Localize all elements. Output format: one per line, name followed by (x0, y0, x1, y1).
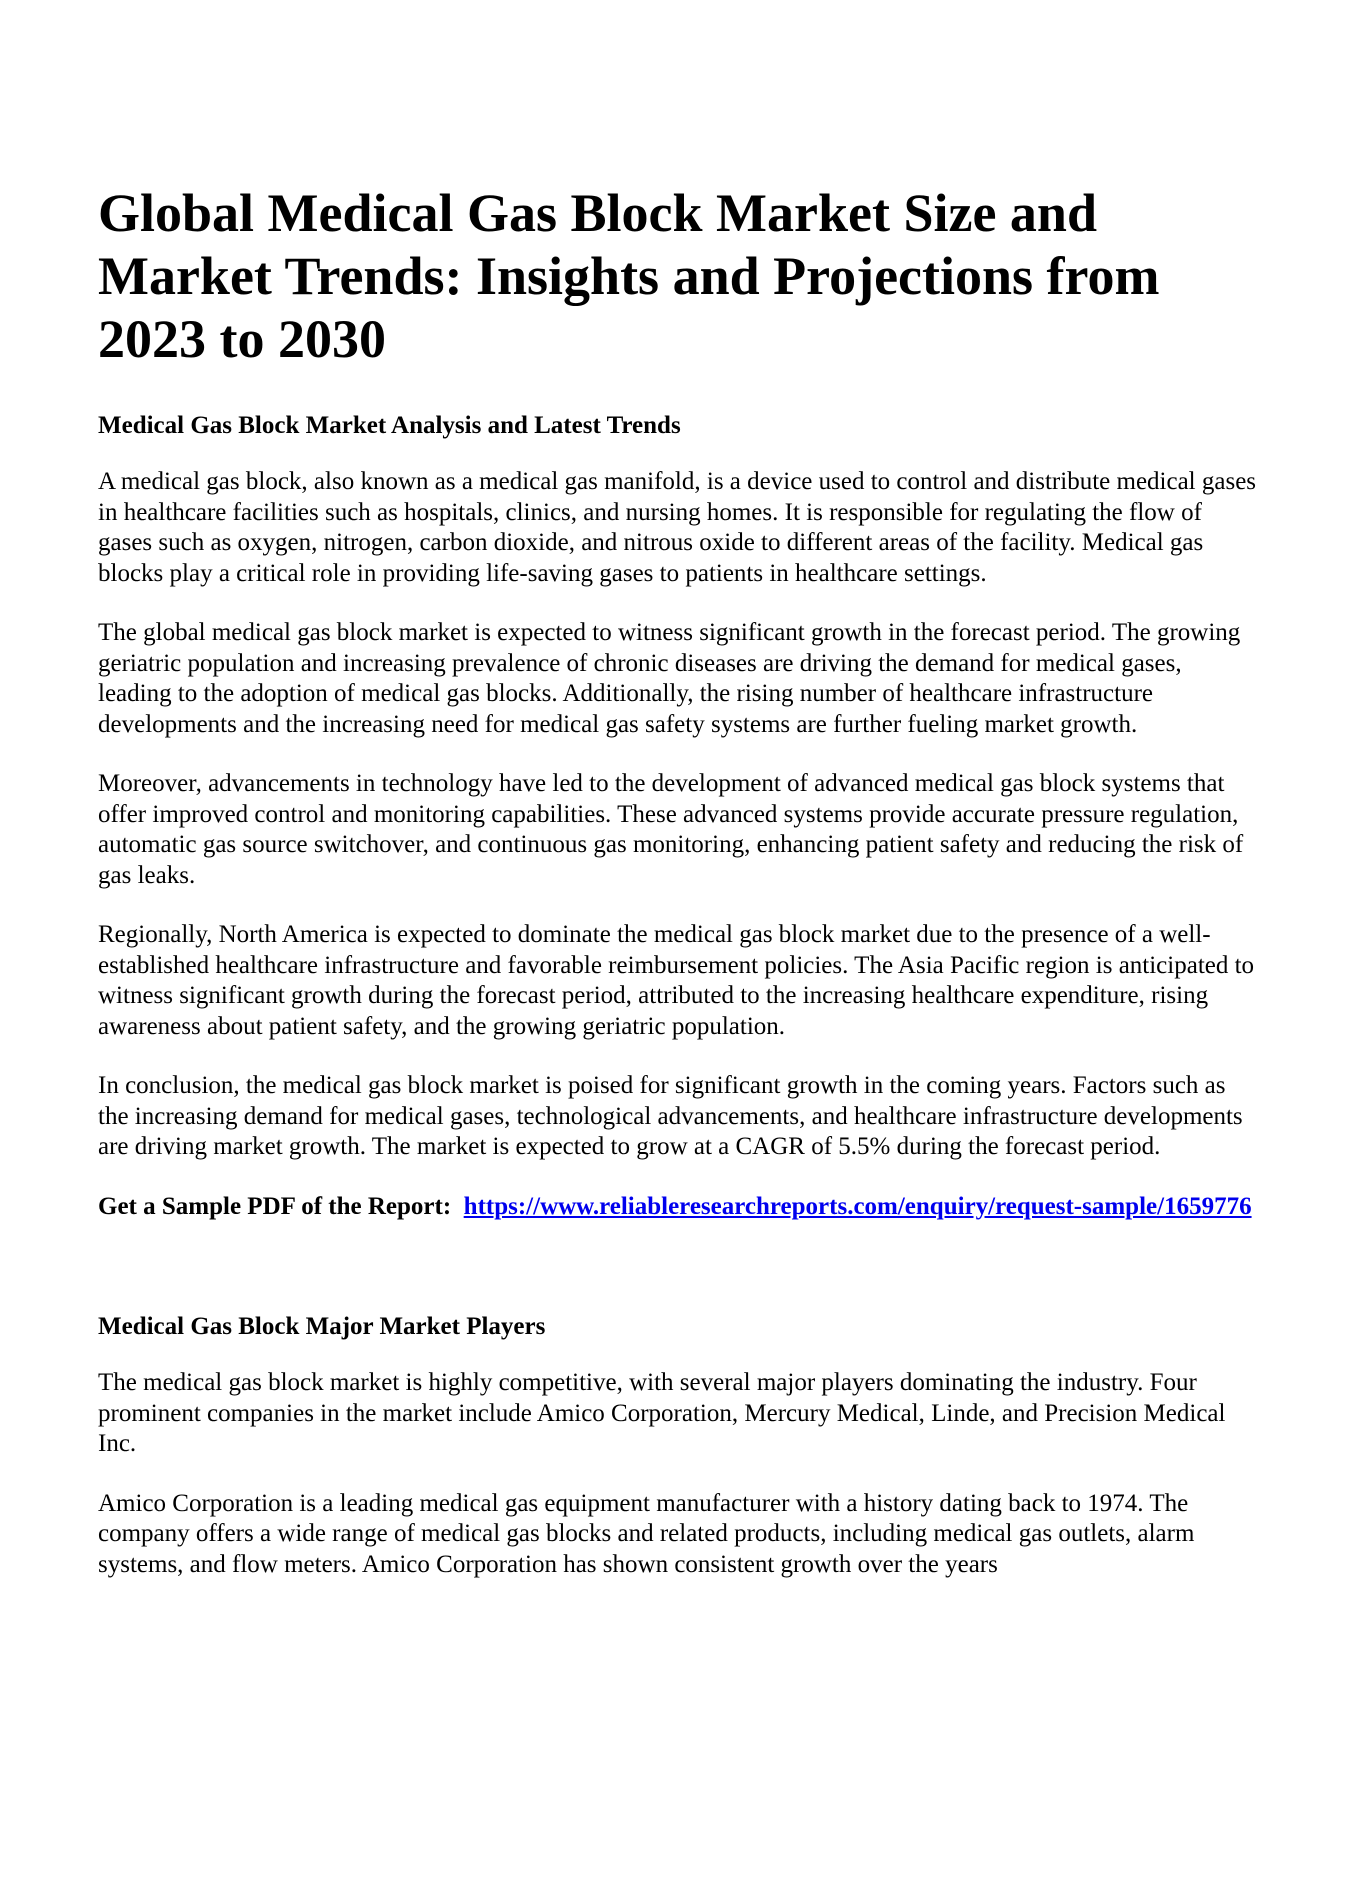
section-heading-analysis: Medical Gas Block Market Analysis and Latest Trends (98, 412, 681, 439)
spacer (98, 1222, 1258, 1312)
paragraph-regional: Regionally, North America is expected to dominate the medical gas block market due to the presence of a well-established healthcare infrastructure and favorable reimbursement policies. The Asia Pacific region is anticipated to witness significant growth during the forecast period, attributed to the increasing healthcare expenditure, rising awareness about patient safety, and the growing geriatric population. (98, 921, 1255, 1040)
sample-pdf-line (98, 1192, 1258, 1223)
paragraph-growth: The global medical gas block market is expected to witness significant growth in the forecast period. The growing geriatric population and increasing prevalence of chronic diseases are driving the demand for medical gases, leading to the adoption of medical gas blocks. Additionally, the rising number of healthcare infrastructure developments and the increasing need for medical gas safety systems are further fueling market growth. (98, 619, 1241, 738)
sample-pdf-link[interactable]: https://www.reliableresearchreports.com/enquiry/request-sample/1659776 (463, 1192, 1252, 1220)
paragraph-technology: Moreover, advancements in technology have led to the development of advanced medical gas block systems that offer improved control and monitoring capabilities. These advanced systems provide accurate pressure regulation, automatic gas source switchover, and continuous gas monitoring, enhancing patient safety and reducing the risk of gas leaks. (98, 770, 1244, 889)
sample-pdf-label: Get a Sample PDF of the Report: (98, 1192, 452, 1220)
document-page (98, 182, 1258, 1609)
paragraph-competition: The medical gas block market is highly competitive, with several major players dominating the industry. Four prominent companies in the market include Amico Corporation, Mercury Medical, Linde, and Precision Medical Inc. (98, 1369, 1226, 1457)
paragraph-definition: A medical gas block, also known as a medical gas manifold, is a device used to control and distribute medical gases in healthcare facilities such as hospitals, clinics, and nursing homes. It is responsible for regulating the flow of gases such as oxygen, nitrogen, carbon dioxide, and nitrous oxide to different areas of the facility. Medical gas blocks play a critical role in providing life-saving gases to patients in healthcare settings. (98, 468, 1257, 587)
paragraph-amico: Amico Corporation is a leading medical gas equipment manufacturer with a history dating back to 1974. The company offers a wide range of medical gas blocks and related products, including medical gas outlets, alarm systems, and flow meters. Amico Corporation has shown consistent growth over the years (98, 1489, 1195, 1578)
paragraph-conclusion: In conclusion, the medical gas block market is poised for significant growth in the coming years. Factors such as the increasing demand for medical gases, technological advancements, and healthcare infrastructure developments are driving market growth. The market is expected to grow at a CAGR of 5.5% during the forecast period. (98, 1072, 1243, 1160)
section-heading-players: Medical Gas Block Major Market Players (98, 1313, 546, 1340)
page-title: Global Medical Gas Block Market Size and Market Trends: Insights and Projections from 2023 to 2030 (98, 183, 1160, 369)
